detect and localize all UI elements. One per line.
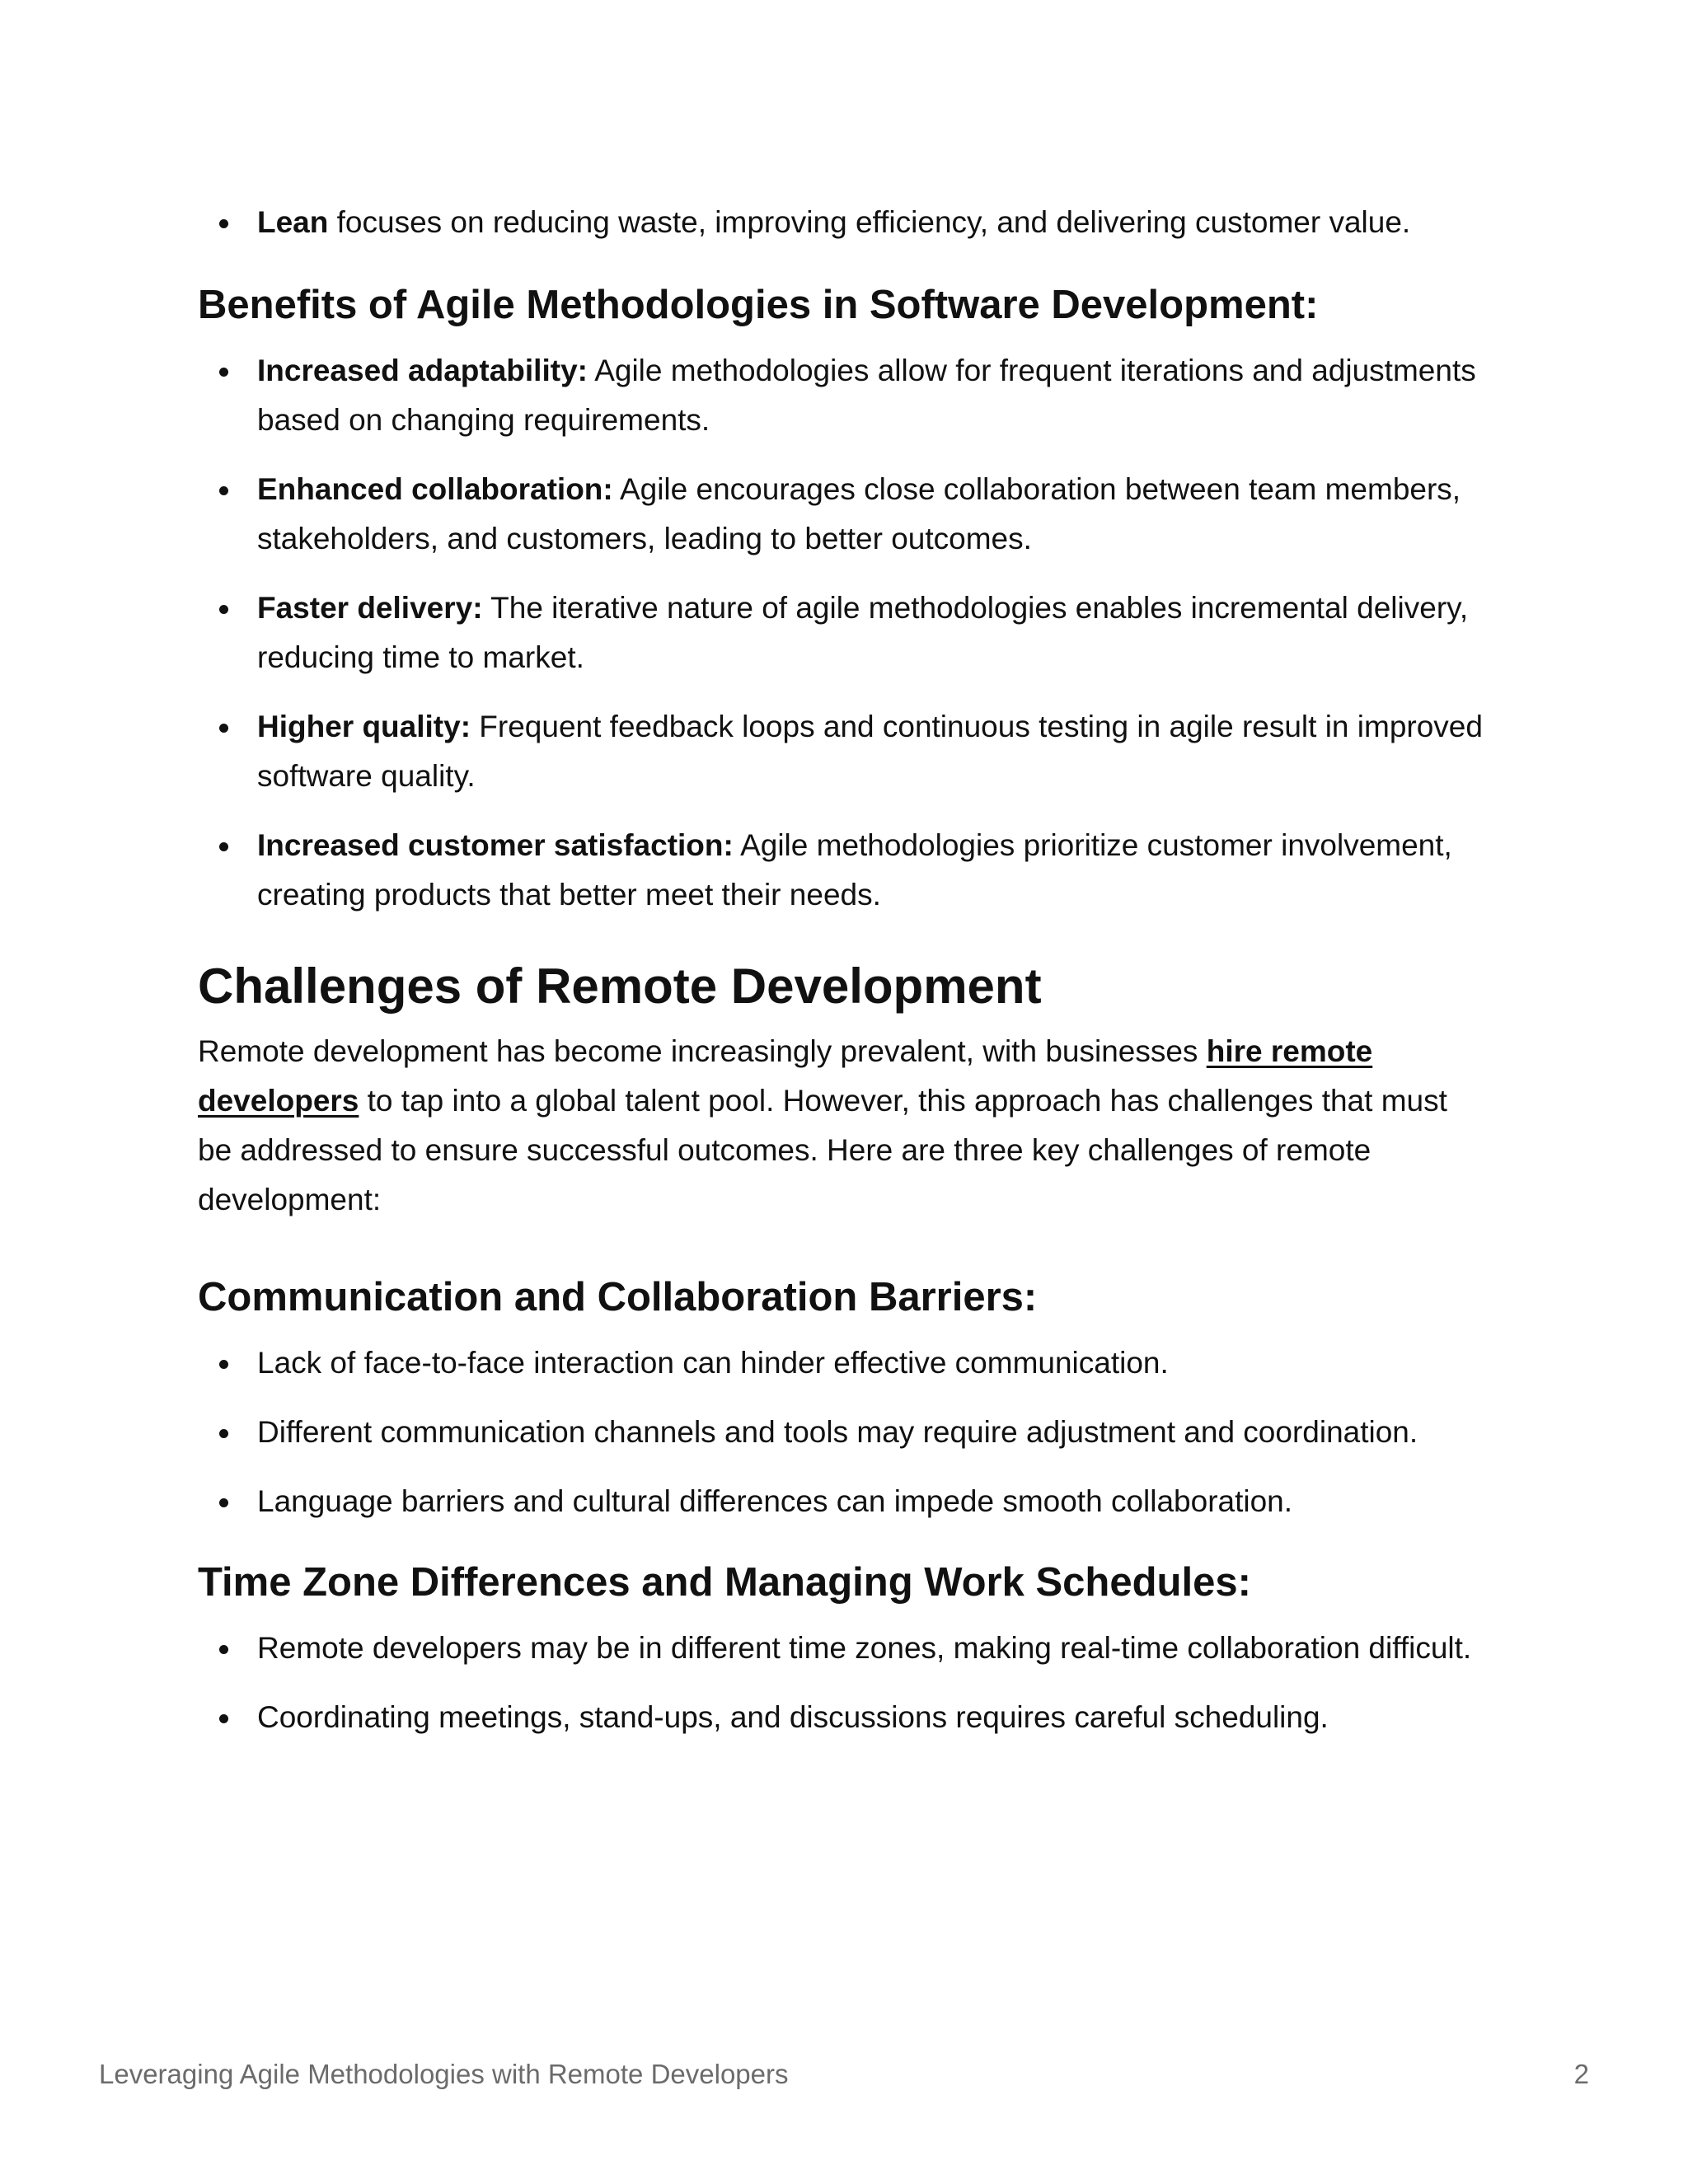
list-item: Language barriers and cultural differences can impede smooth collaboration. bbox=[198, 1477, 1484, 1526]
challenges-intro bbox=[198, 1027, 1484, 1225]
term-label: Enhanced collaboration: bbox=[257, 472, 613, 506]
term-label: Increased customer satisfaction: bbox=[257, 828, 734, 862]
communication-heading: Communication and Collaboration Barriers: bbox=[198, 1275, 1038, 1319]
term-label: Higher quality: bbox=[257, 710, 471, 743]
page-content bbox=[198, 198, 1484, 1762]
item-text: Agile methodologies allow for frequent iterations and adjustments based on changing requirements. bbox=[257, 354, 1476, 437]
benefits-heading: Benefits of Agile Methodologies in Software Development: bbox=[198, 283, 1319, 327]
item-text: Frequent feedback loops and continuous testing in agile result in improved software quality. bbox=[257, 710, 1483, 793]
item-text: The iterative nature of agile methodologies enables incremental delivery, reducing time to market. bbox=[257, 591, 1469, 674]
list-item bbox=[198, 346, 1484, 445]
page-number: 2 bbox=[1573, 2059, 1589, 2089]
timezones-heading: Time Zone Differences and Managing Work Schedules: bbox=[198, 1560, 1251, 1605]
item-text: Agile encourages close collaboration between team members, stakeholders, and customers, leading to better outcomes. bbox=[257, 472, 1461, 555]
list-item: Remote developers may be in different time zones, making real-time collaboration difficult. bbox=[198, 1624, 1484, 1673]
hire-remote-developers-link[interactable]: hire remote developers bbox=[198, 1034, 1373, 1118]
term-label: Faster delivery: bbox=[257, 591, 483, 625]
challenges-heading: Challenges of Remote Development bbox=[198, 958, 1042, 1014]
list-item: Coordinating meetings, stand-ups, and discussions requires careful scheduling. bbox=[198, 1693, 1484, 1742]
timezones-list bbox=[198, 1624, 1484, 1742]
list-item bbox=[198, 583, 1484, 682]
footer-title: Leveraging Agile Methodologies with Remote Developers bbox=[99, 2059, 789, 2089]
list-item: Lack of face-to-face interaction can hinder effective communication. bbox=[198, 1338, 1484, 1388]
item-text: Agile methodologies prioritize customer involvement, creating products that better meet their needs. bbox=[257, 828, 1452, 912]
communication-list bbox=[198, 1338, 1484, 1526]
list-item bbox=[198, 198, 1484, 247]
list-item bbox=[198, 702, 1484, 801]
list-item: Different communication channels and tools may require adjustment and coordination. bbox=[198, 1408, 1484, 1457]
term-label: Increased adaptability: bbox=[257, 354, 588, 387]
lean-list bbox=[198, 198, 1484, 247]
intro-text-before: Remote development has become increasingly prevalent, with businesses bbox=[198, 1034, 1207, 1068]
list-item bbox=[198, 465, 1484, 564]
item-text: focuses on reducing waste, improving efficiency, and delivering customer value. bbox=[328, 205, 1411, 239]
list-item bbox=[198, 821, 1484, 920]
intro-text-after: to tap into a global talent pool. However, this approach has challenges that must be addressed to ensure successful outcomes. Here are three key challenges of remote development: bbox=[198, 1084, 1447, 1216]
benefits-list bbox=[198, 346, 1484, 920]
term-label: Lean bbox=[257, 205, 329, 239]
